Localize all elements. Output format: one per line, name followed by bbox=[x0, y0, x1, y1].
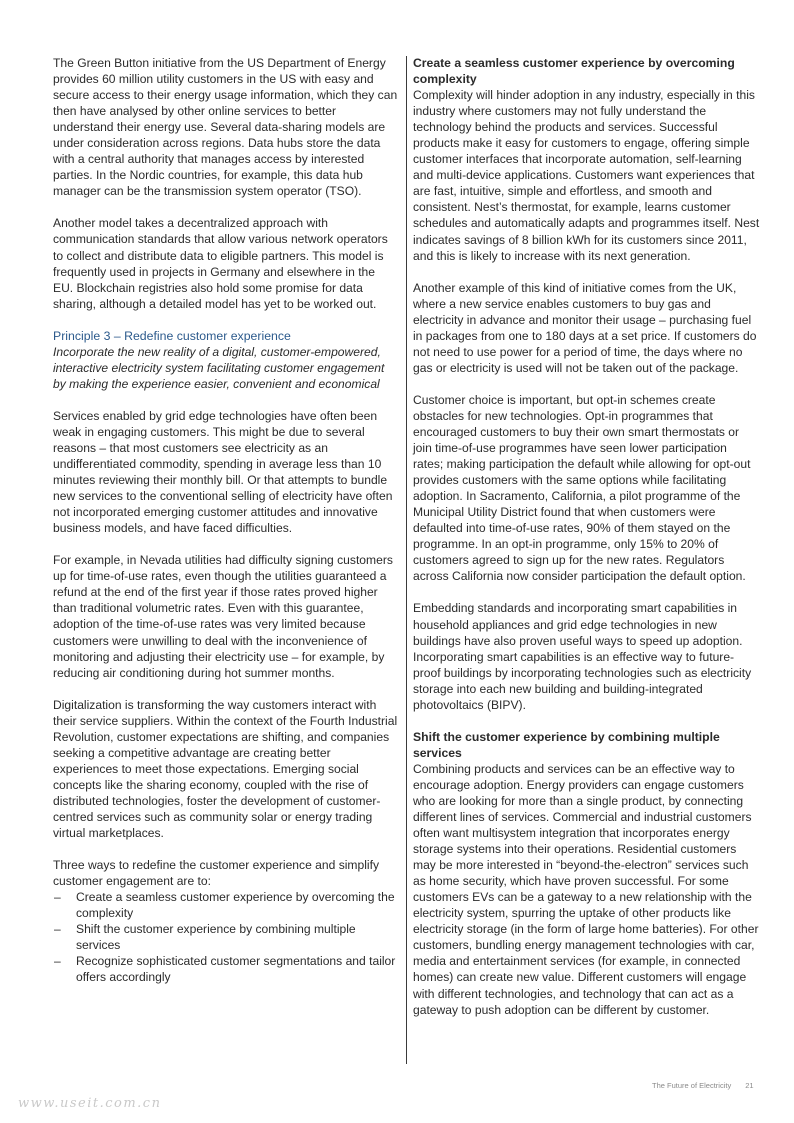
section-heading: Shift the customer experience by combining multiple services bbox=[413, 729, 720, 760]
body-paragraph: Complexity will hinder adoption in any industry, especially in this industry where customers may not fully understand the technology behind the products and services. Successful products make it easy for customers to engage, offering simple customer interfaces that incorporate automation, self-learning and multi-device applications. Customers want experiences that are fast, intuitive, simple and effortless, and smooth and consistent. Nest’s thermostat, for example, learns customer schedules and automatically adapts and programmes itself. Nest indicates savings of 8 billion kWh for its customers since 2011, and this is likely to increase with its next generation. bbox=[413, 88, 760, 263]
dash-bullet: – bbox=[54, 954, 61, 969]
body-paragraph: Another model takes a decentralized approach with communication standards that allow various network operators to collect and distribute data to eligible partners. This model is frequently used in projects in Germany and elsewhere in the EU. Blockchain registries also hold some promise for data sharing, although a detailed model has yet to be worked out. bbox=[53, 216, 388, 311]
principle-subtitle: Incorporate the new reality of a digital, customer-empowered, interactive electricity system facilitating customer engagement by making the experience easier, convenient and economical bbox=[53, 344, 385, 391]
body-paragraph: Customer choice is important, but opt-in schemes create obstacles for new technologies. Opt-in programmes that encouraged customers to buy their own smart thermostats or join time-of-use programmes have seen lower participation rates; making participation the default while allowing for opt-out provides customers with the same options while facilitating adoption. In Sacramento, California, a pilot programme of the Municipal Utility District found that when customers were defaulted into time-of-use rates, 90% of them stayed on the programme. In an opt-in programme, only 15% to 20% of customers agreed to sign up for the new rates. Regulators across California now consider participation the default option. bbox=[413, 392, 751, 584]
list-item-text: Shift the customer experience by combining multiple services bbox=[76, 922, 356, 953]
list-item-text: Create a seamless customer experience by overcoming the complexity bbox=[76, 890, 395, 921]
bullet-list bbox=[53, 889, 398, 985]
list-item bbox=[53, 953, 398, 985]
page-number: 21 bbox=[745, 1081, 754, 1090]
page-footer bbox=[652, 1081, 754, 1090]
column-divider bbox=[406, 56, 407, 1064]
body-paragraph: Combining products and services can be an effective way to encourage adoption. Energy providers can engage customers who are looking for more than a single product, by connecting different lines of services. Commercial and industrial customers often want multisystem integration that incorporates energy storage systems into their operations. Residential customers may be more interested in “beyond-the-electron” services such as home security, which have proven successful. For some customers EVs can be a gateway to a new relationship with the electricity system, spurring the uptake of other products like electricity storage (in the form of large home batteries). For other customers, bundling energy management technologies with car, media and entertainment services (for example, in connected homes) can create new value. Different customers will engage with different technologies, and technology that can act as a gateway to push adoption can be different by customer. bbox=[413, 761, 759, 1017]
principle-heading: Principle 3 – Redefine customer experience bbox=[53, 328, 291, 343]
body-paragraph: Embedding standards and incorporating smart capabilities in household appliances and grid edge technologies in new buildings have also proven useful ways to speed up adoption. Incorporating smart capabilities is an effective way to future-proof buildings by incorporating technologies such as electricity storage into each new building and building-integrated photovoltaics (BIPV). bbox=[413, 601, 752, 712]
list-item bbox=[53, 921, 398, 953]
body-paragraph: Digitalization is transforming the way customers interact with their service suppliers. Within the context of the Fourth Industrial Revolution, customer expectations are shifting, and companies seeking a competitive advantage are creating better experiences to meet those expectations. Emerging social concepts like the sharing economy, coupled with the rise of distributed technologies, foster the development of customer-centred services such as community solar or energy trading virtual marketplaces. bbox=[53, 697, 398, 841]
body-paragraph: For example, in Nevada utilities had difficulty signing customers up for time-of-use rates, even though the utilities guaranteed a refund at the end of the first year if those rates proved higher than traditional volumetric rates. Even with this guarantee, adoption of the time-of-use rates was very limited because customers were unwilling to deal with the inconvenience of monitoring and adjusting their electricity use – for example, by reducing air conditioning during hot summer months. bbox=[53, 553, 393, 680]
body-paragraph: Another example of this kind of initiative comes from the UK, where a new service enables customers to buy gas and electricity in advance and monitor their usage – purchasing fuel in packages from one to 180 days at a set price. If customers do not need to use power for a period of time, the days where no gas or electricity is used will not be taken out of the package. bbox=[413, 280, 757, 375]
body-paragraph: The Green Button initiative from the US Department of Energy provides 60 million utility customers in the US with easy and secure access to their energy usage information, which they can then have analysed by other online services to better understand their energy use. Several data-sharing models are under consideration across regions. Data hubs store the data with a central authority that manages access by interested parties. In the Nordic countries, for example, this data hub manager can be the transmission system operator (TSO). bbox=[53, 56, 398, 199]
list-item bbox=[53, 889, 398, 921]
footer-title: The Future of Electricity bbox=[652, 1081, 732, 1090]
list-item-text: Recognize sophisticated customer segmentations and tailor offers accordingly bbox=[76, 954, 396, 985]
body-paragraph: Services enabled by grid edge technologies have often been weak in engaging customers. This might be due to several reasons – that most customers see electricity as an undifferentiated commodity, spending in average less than 10 minutes reviewing their monthly bill. Or that attempts to bundle new services to the conventional selling of electricity have often not incorporated emerging customer attitudes and innovative business models, and have faced difficulties. bbox=[53, 408, 393, 536]
right-column bbox=[413, 55, 760, 1034]
section-heading: Create a seamless customer experience by overcoming complexity bbox=[413, 56, 735, 87]
left-column bbox=[53, 55, 398, 985]
list-intro: Three ways to redefine the customer experience and simplify customer engagement are to: bbox=[53, 858, 380, 889]
watermark: www.useit.com.cn bbox=[18, 1096, 162, 1111]
dash-bullet: – bbox=[54, 922, 61, 937]
dash-bullet: – bbox=[54, 890, 61, 905]
